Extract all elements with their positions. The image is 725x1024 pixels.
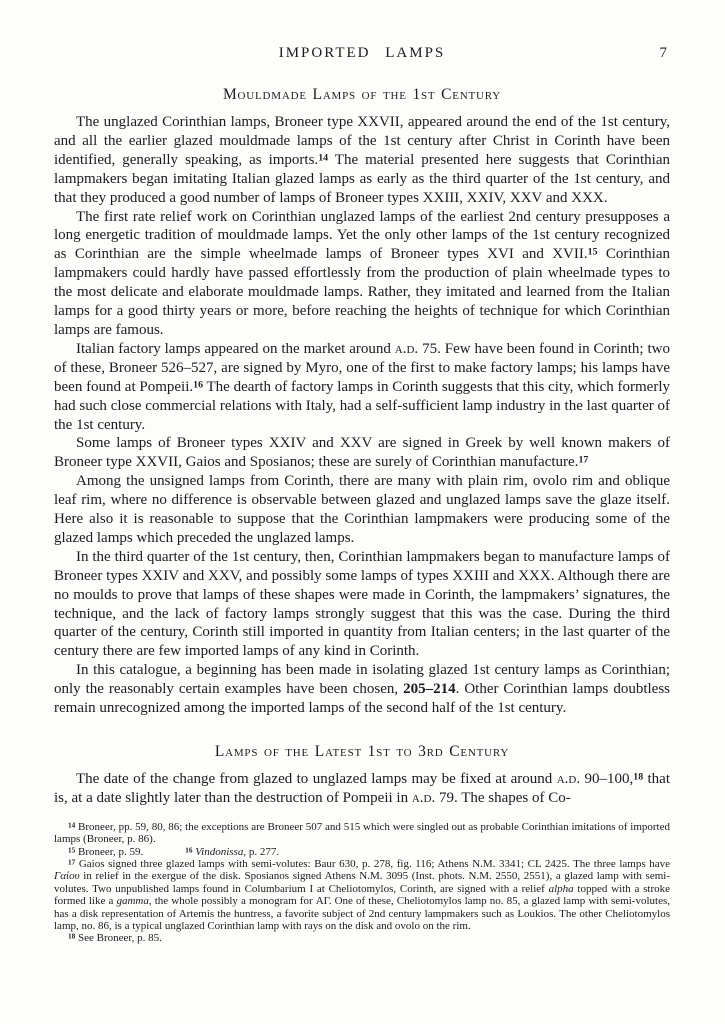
footnote: $^{17}$ Gaios signed three glazed lamps with semi-volutes: Baur 630, p. 278, fig. 116; Athens N.M. 3341; CL 2425. The three lamps have Γαίου in relief in the exergue of the disk. Sposianos signed Athens N.M. 3095 (Inst. phots. N.M. 2550, 2551), a glazed lamp with semi-volutes. Two unpublished lamps found in Columbarium I at Cheliotomylos, Corinth, are signed with a relief alpha topped with a stroke formed like a gamma, the whole possibly a monogram for ΑΓ. One of these, Cheliotomylos lamp no. 85, a glazed lamp with semi-volutes, has a disk representation of Artemis the huntress, a favorite subject of 2nd century lampmakers such as Loukios. The other Cheliotomylos lamp, no. 86, is a typical unglazed Corinthian lamp with rays on the disk and ovolo on the rim. (54, 858, 670, 933)
section-body (54, 770, 670, 808)
paragraph: Among the unsigned lamps from Corinth, there are many with plain rim, ovolo rim and oblique leaf rim, where no difference is observable between glazed and unglazed lamps save the glaze itself. Here also it is reasonable to suppose that the Corinthian lampmakers were producing some of the glazed lamps which preceded the unglazed lamps. (54, 473, 670, 546)
section-heading-mouldmade-lamps: Mouldmade Lamps of the 1st Century (222, 86, 502, 103)
section-mouldmade-lamps (54, 86, 670, 718)
running-head: IMPORTED LAMPS (278, 45, 446, 61)
paragraph: In the third quarter of the 1st century, then, Corinthian lampmakers began to manufacture lamps of Broneer types XXIV and XXV, and possibly some lamps of types XXIII and XXX. Although there are no moulds to prove that lamps of these shapes were made in Corinth, the lampmakers’ signatures, the technique, and the lack of factory lamps strongly suggest that this was the case. During the third quarter of the century, Corinth still imported in quantity from Italian centers; in the last quarter of the century there are few imported lamps of any kind in Corinth. (54, 548, 670, 660)
paragraph: Some lamps of Broneer types XXIV and XXV are signed in Greek by well known makers of Broneer type XXVII, Gaios and Sposianos; these are surely of Corinthian manufacture.$^{17}$ (54, 435, 670, 471)
footnote: $^{15}$ Broneer, p. 59. $^{16}$ Vindonissa, p. 277. (68, 845, 280, 858)
paragraph: The first rate relief work on Corinthian unglazed lamps of the earliest 2nd century presupposes a long energetic tradition of mouldmade lamps. Yet the only other lamps of the 1st century recognized as Corinthian are the simple wheelmade lamps of Broneer types XVI and XVII.$^{15}$ Corinthian lampmakers could hardly have passed effortlessly from the production of plain wheelmade types to the most delicate and elaborate mouldmade lamps. Rather, they imitated and learned from the Italian lamps for a good thirty years or more, before reaching the heights of technique for which Corinthian lamps are famous. (54, 208, 670, 338)
section-heading-latest-lamps: Lamps of the Latest 1st to 3rd Century (214, 743, 510, 760)
paragraph: The unglazed Corinthian lamps, Broneer type XXVII, appeared around the end of the 1st century, and all the earlier glazed mouldmade lamps of the 1st century after Christ in Corinth have been identified, generally speaking, as imports.$^{14}$ The material presented here suggests that Corinthian lampmakers began imitating Italian glazed lamps as early as the third quarter of the 1st century, and that they produced a good number of lamps of Broneer types XXIII, XXIV, XXV and XXX. (54, 114, 671, 206)
paragraph: In this catalogue, a beginning has been made in isolating glazed 1st century lamps as Corinthian; only the reasonably certain examples have been chosen, 205–214. Other Corinthian lamps doubtless remain unrecognized among the imported lamps of the second half of the 1st century. (54, 662, 670, 717)
footnote: $^{18}$ See Broneer, p. 85. (68, 932, 162, 945)
page-number: 7 (659, 45, 667, 61)
footnotes (54, 821, 670, 945)
section-latest-lamps (54, 743, 670, 808)
footnote: $^{14}$ Broneer, pp. 59, 80, 86; the exceptions are Broneer 507 and 515 which were singled out as probable Corinthian imitations of imported lamps (Broneer, p. 86). (54, 820, 670, 846)
paragraph: The date of the change from glazed to unglazed lamps may be fixed at around a.d. 90–100,18 that is, at a date slightly later than the destruction of Pompeii in a.d. 79. The shapes of Co- (54, 771, 671, 806)
paragraph: Italian factory lamps appeared on the market around a.d. 75. Few have been found in Corinth; two of these, Broneer 526–527, are signed by Myro, one of the first to make factory lamps; his lamps have been found at Pompeii.$^{16}$ The dearth of factory lamps in Corinth suggests that this city, which formerly had such close commercial relations with Italy, had a self-sufficient lamp industry in the last quarter of the 1st century. (54, 340, 671, 433)
section-body (54, 113, 670, 718)
page-header (54, 45, 670, 65)
